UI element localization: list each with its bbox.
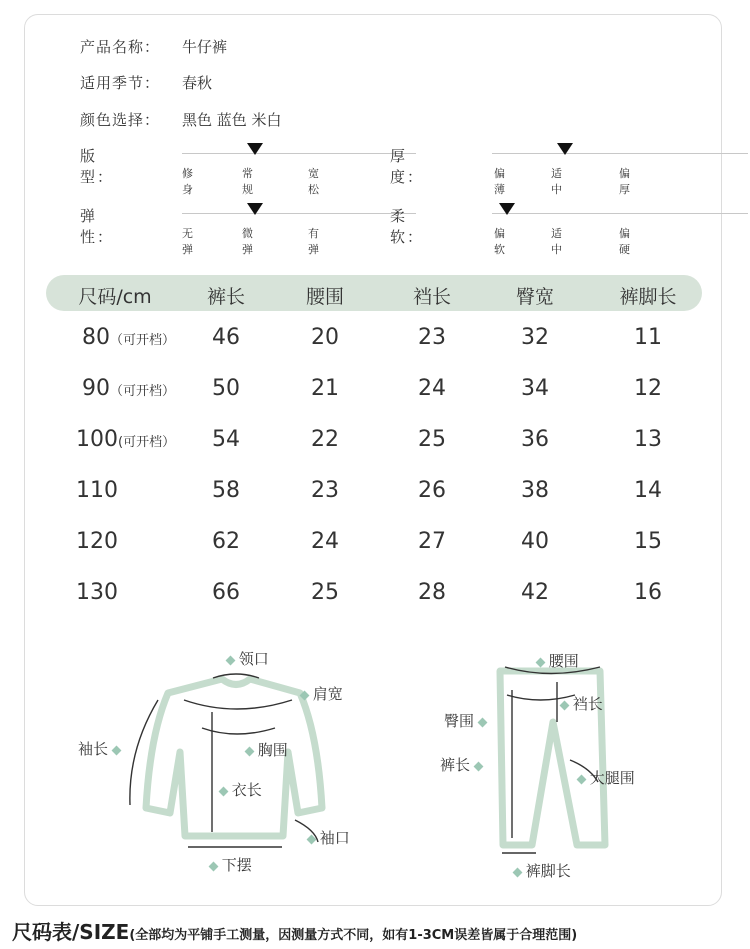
label-pants-length: 裤长 xyxy=(440,754,482,775)
cell-value: 25 xyxy=(311,580,339,605)
header-rise: 裆长 xyxy=(412,286,451,308)
size-value: 120 xyxy=(76,529,118,554)
diamond-icon xyxy=(307,835,317,845)
cell-value: 32 xyxy=(521,325,549,350)
info-key: 产品名称： xyxy=(80,38,161,56)
label-hip: 臀围 xyxy=(444,710,486,731)
cell-value: 25 xyxy=(418,427,446,452)
info-key: 适用季节： xyxy=(80,74,161,92)
cell-value: 11 xyxy=(634,325,662,350)
cell-value: 27 xyxy=(418,529,446,554)
diamond-icon xyxy=(473,762,483,772)
cell-value: 21 xyxy=(311,376,339,401)
cell-value: 58 xyxy=(212,478,240,503)
cell-value: 38 xyxy=(521,478,549,503)
scale-label: 弹 性： xyxy=(80,207,115,246)
size-value: 110 xyxy=(76,478,118,503)
info-value: 牛仔裤 xyxy=(182,38,228,56)
cell-value: 34 xyxy=(521,376,549,401)
cell-value: 36 xyxy=(521,427,549,452)
label-rise: 裆长 xyxy=(561,693,603,714)
cell-value: 24 xyxy=(311,529,339,554)
cell-value: 22 xyxy=(311,427,339,452)
label-cuff: 袖口 xyxy=(308,827,350,848)
scale-option: 适中 xyxy=(551,167,562,196)
cell-value: 62 xyxy=(212,529,240,554)
header-size: 尺码/cm xyxy=(78,286,152,308)
size-value: 100 xyxy=(76,427,118,452)
diamond-icon xyxy=(560,701,570,711)
diamond-icon xyxy=(226,656,236,666)
cell-value: 23 xyxy=(311,478,339,503)
cell-value: 23 xyxy=(418,325,446,350)
diamond-icon xyxy=(209,862,219,872)
diamond-icon xyxy=(219,787,229,797)
size-note: （可开档） xyxy=(110,333,176,348)
cell-value: 54 xyxy=(212,427,240,452)
cell-value: 15 xyxy=(634,529,662,554)
diamond-icon xyxy=(477,718,487,728)
label-leg-opening: 裤脚长 xyxy=(514,860,571,881)
size-value: 90 xyxy=(82,376,110,401)
scale-option: 无弹 xyxy=(182,227,193,256)
header-pants-length: 裤长 xyxy=(206,286,245,308)
scale-option: 适中 xyxy=(551,227,562,256)
footer xyxy=(12,916,577,945)
size-value: 80 xyxy=(82,325,110,350)
shirt-outline xyxy=(146,679,322,836)
cell-value: 16 xyxy=(634,580,662,605)
cell-value: 40 xyxy=(521,529,549,554)
size-note: （可开档） xyxy=(110,384,176,399)
label-hem: 下摆 xyxy=(210,854,252,875)
footer-title: 尺码表/SIZE xyxy=(12,920,130,944)
label-waist: 腰围 xyxy=(537,650,579,671)
header-waist: 腰围 xyxy=(305,286,344,308)
diamond-icon xyxy=(536,658,546,668)
scale-label: 厚 度： xyxy=(390,147,425,186)
label-thigh: 大腿围 xyxy=(578,767,635,788)
cell-value: 50 xyxy=(212,376,240,401)
cell-value: 13 xyxy=(634,427,662,452)
cell-value: 42 xyxy=(521,580,549,605)
measure-arrows xyxy=(130,667,600,853)
scale-label: 柔 软： xyxy=(390,207,425,246)
cell-value: 14 xyxy=(634,478,662,503)
scale-option: 偏薄 xyxy=(494,167,505,196)
info-value: 黑色 蓝色 米白 xyxy=(182,111,282,129)
scale-option: 偏硬 xyxy=(619,227,630,256)
diamond-icon xyxy=(513,868,523,878)
diamond-icon xyxy=(245,747,255,757)
cell-value: 24 xyxy=(418,376,446,401)
cell-value: 28 xyxy=(418,580,446,605)
info-key: 颜色选择： xyxy=(80,111,161,129)
diamond-icon xyxy=(577,775,587,785)
scale-option: 有弹 xyxy=(308,227,319,256)
size-note: (可开档） xyxy=(118,435,176,450)
scale-option: 修身 xyxy=(182,167,193,196)
header-leg-opening: 裤脚长 xyxy=(619,286,677,308)
header-hip: 臀宽 xyxy=(515,286,554,308)
label-collar: 领口 xyxy=(227,648,269,669)
cell-value: 46 xyxy=(212,325,240,350)
label-sleeve: 袖长 xyxy=(78,738,120,759)
scale-option: 偏厚 xyxy=(619,167,630,196)
scale-option: 微弹 xyxy=(242,227,253,256)
cell-value: 66 xyxy=(212,580,240,605)
scale-option: 偏软 xyxy=(494,227,505,256)
size-value: 130 xyxy=(76,580,118,605)
cell-value: 12 xyxy=(634,376,662,401)
label-length: 衣长 xyxy=(220,779,262,800)
label-chest: 胸围 xyxy=(246,739,288,760)
footer-note: (全部均为平铺手工测量，因测量方式不同，如有1-3CM误差皆属于合理范围) xyxy=(129,928,578,943)
scale-option: 宽松 xyxy=(308,167,319,196)
diamond-icon xyxy=(300,691,310,701)
diamond-icon xyxy=(111,746,121,756)
label-shoulder: 肩宽 xyxy=(301,683,343,704)
cell-value: 20 xyxy=(311,325,339,350)
scale-option: 常规 xyxy=(242,167,253,196)
cell-value: 26 xyxy=(418,478,446,503)
info-value: 春秋 xyxy=(182,74,213,92)
scale-label: 版 型： xyxy=(80,147,115,186)
